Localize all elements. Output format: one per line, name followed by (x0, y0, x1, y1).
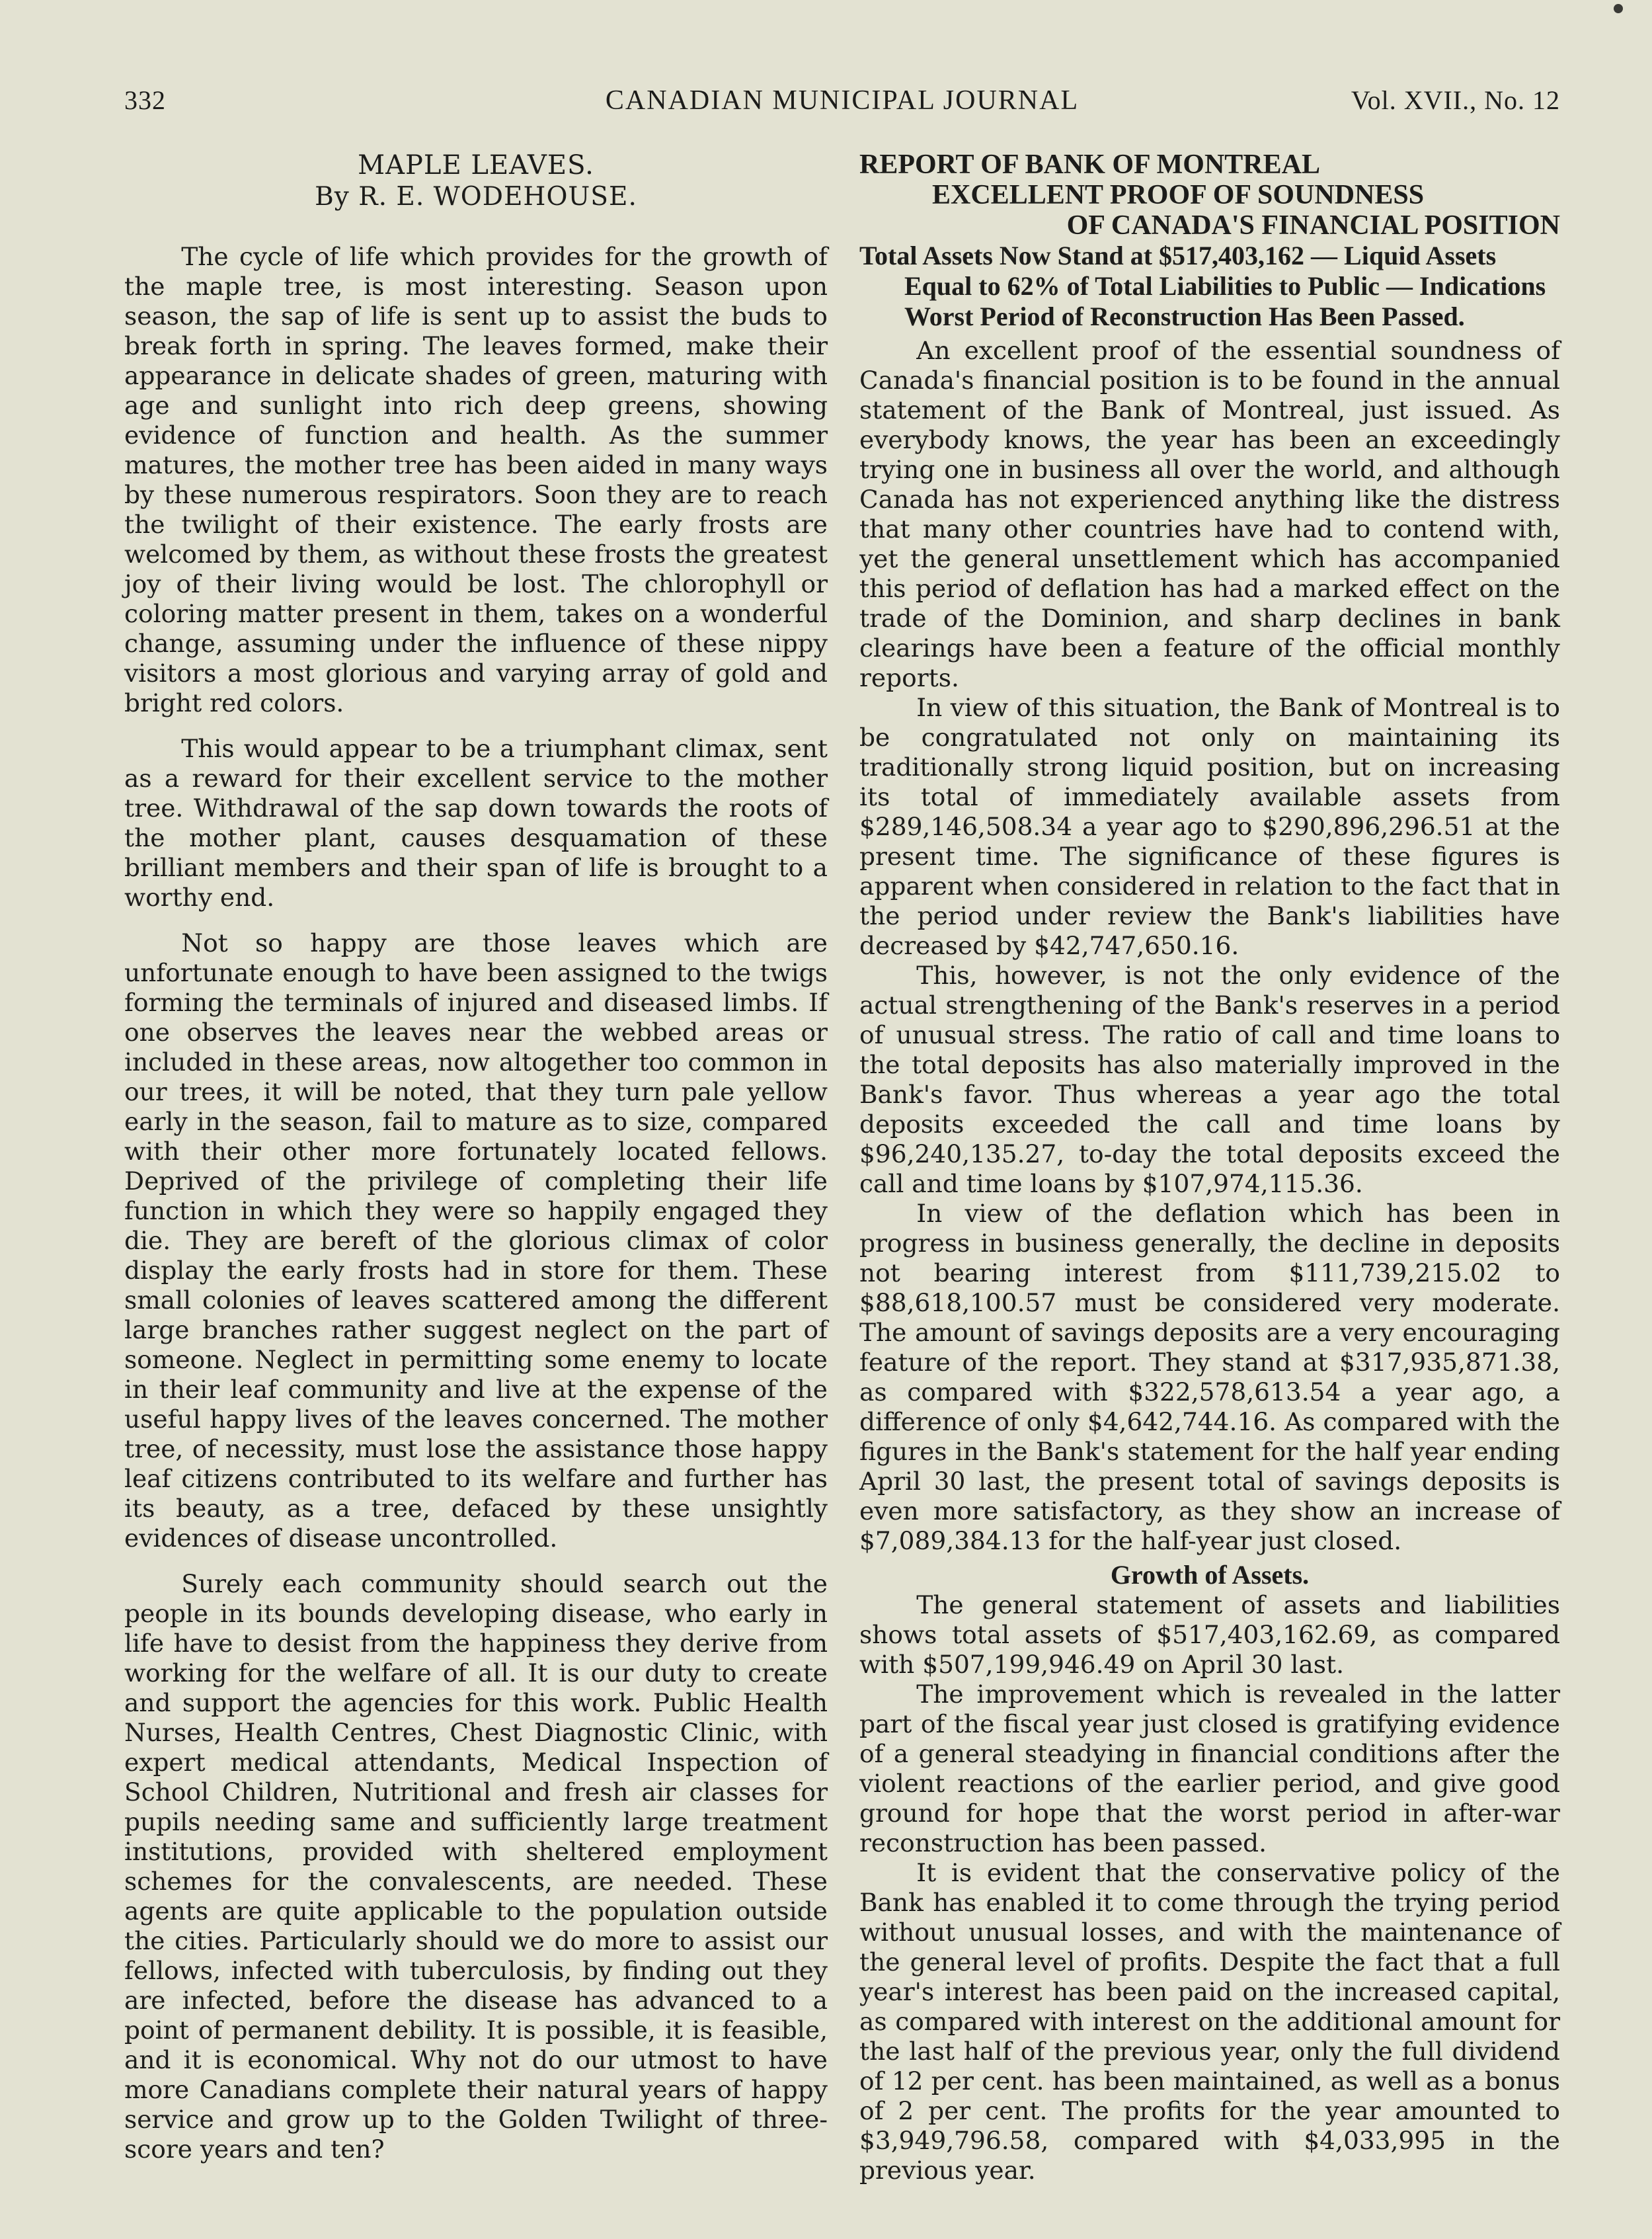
bank-report-article (859, 149, 1560, 2185)
report-headline (859, 149, 1560, 241)
maple-leaves-article (124, 149, 828, 2180)
article-paragraph: In view of this situation, the Bank of Montreal is to be congratulated not only on maintaining its traditionally strong liquid position, but on increasing its total of immediately available assets from $289,146,508.34 a year ago to $290,896,296.51 at the present time. The significance of these figures is apparent when considered in relation to the fact that in the period under review the Bank's liabilities have decreased by $42,747,650.16. (859, 693, 1560, 960)
article-paragraph: The improvement which is revealed in the latter part of the fiscal year just closed is gratifying evidence of a general steadying in financial conditions after the violent reactions of the earlier period, and give good ground for hope that the worst period in after-war reconstruction has been passed. (859, 1680, 1560, 1857)
section-subhead: Growth of Assets. (1110, 1560, 1310, 1590)
page-number: 332 (124, 85, 166, 115)
headline-line-2: EXCELLENT PROOF OF SOUNDNESS (932, 180, 1425, 210)
article-paragraph: An excellent proof of the essential soundness of Canada's financial position is to be found in the annual statement of the Bank of Montreal, just issued. As everybody knows, the year has been an exceedingly trying one in business all over the world, and although Canada has not experienced anything like the distress that many other countries have had to contend with, yet the general unsettlement which has accompanied this period of deflation has had a marked effect on the trade of the Dominion, and sharp declines in bank clearings have been a feature of the official monthly reports. (859, 336, 1560, 692)
article-paragraph: The cycle of life which provides for the growth of the maple tree, is most interesting. Season upon season, the sap of life is sent up to assist the buds to break forth in spring. The leaves formed, make their appearance in delicate shades of green, maturing with age and sunlight into rich deep greens, showing evidence of function and health. As the summer matures, the mother tree has been aided in many ways by these numerous respirators. Soon they are to reach the twilight of their existence. The early frosts are welcomed by them, as without these frosts the greatest joy of their living would be lost. The chlorophyll or coloring matter present in them, takes on a wonderful change, assuming under the influence of these nippy visitors a most glorious and varying array of gold and bright red colors. (124, 242, 828, 717)
article-paragraph: This would appear to be a triumphant climax, sent as a reward for their excellent service to the mother tree. Withdrawal of the sap down towards the roots of the mother plant, causes desquamation of these brilliant members and their span of life is brought to a worthy end. (124, 734, 828, 912)
journal-title: CANADIAN MUNICIPAL JOURNAL (605, 85, 1080, 116)
running-header (124, 85, 1560, 122)
print-mark (1614, 4, 1623, 13)
article-paragraph: The general statement of assets and liabilities shows total assets of $517,403,162.69, as compared with $507,199,946.49 on April 30 last. (859, 1590, 1560, 1679)
headline-line-3: OF CANADA'S FINANCIAL POSITION (1066, 210, 1560, 241)
article-paragraph: Surely each community should search out the people in its bounds developing disease, who early in life have to desist from the happiness they derive from working for the welfare of all. It is our duty to create and support the agencies for this work. Public Health Nurses, Health Centres, Chest Diagnostic Clinic, with expert medical attendants, Medical Inspection of School Children, Nutritional and fresh air classes for pupils needing same and sufficiently large treatment institutions, provided with sheltered employment schemes for the convalescents, are needed. These agents are quite applicable to the population outside the cities. Particularly should we do more to assist our fellows, infected with tuberculosis, by finding out they are infected, before the disease has advanced to a point of permanent debility. It is possible, it is feasible, and it is economical. Why not do our utmost to have more Canadians complete their natural years of happy service and grow up to the Golden Twilight of three-score years and ten? (124, 1569, 828, 2164)
volume-issue: Vol. XVII., No. 12 (1351, 85, 1560, 115)
article-paragraph: This, however, is not the only evidence of the actual strengthening of the Bank's reserves in a period of unusual stress. The ratio of call and time loans to the total deposits has also materially improved in the Bank's favor. Thus whereas a year ago the total deposits exceeded the call and time loans by $96,240,135.27, to-day the total deposits exceed the call and time loans by $107,974,115.36. (859, 961, 1560, 1198)
article-paragraph: Not so happy are those leaves which are unfortunate enough to have been assigned to the twigs forming the terminals of injured and diseased limbs. If one observes the leaves near the webbed areas or included in these areas, now altogether too common in our trees, it will be noted, that they turn pale yellow early in the season, fail to mature as to size, compared with their other more fortunately located fellows. Deprived of the privilege of completing their life function in which they were so happily engaged they die. They are bereft of the glorious climax of color display the early frosts had in store for them. These small colonies of leaves scattered among the different large branches rather suggest neglect on the part of someone. Neglect in permitting some enemy to locate in their leaf community and live at the expense of the useful happy lives of the leaves concerned. The mother tree, of necessity, must lose the assistance those happy leaf citizens contributed to its welfare and further has its beauty, as a tree, defaced by these unsightly evidences of disease uncontrolled. (124, 928, 828, 1553)
article-byline: By R. E. WODEHOUSE. (315, 182, 637, 212)
article-paragraph: It is evident that the conservative policy of the Bank has enabled it to come through the trying period without unusual losses, and with the maintenance of the general level of profits. Despite the fact that a full year's interest has been paid on the increased capital, as compared with interest on the additional amount for the last half of the previous year, only the full dividend of 12 per cent. has been maintained, as well as a bonus of 2 per cent. The profits for the year amounted to $3,949,796.58, compared with $4,033,995 in the previous year. (859, 1858, 1560, 2185)
report-deck: Total Assets Now Stand at $517,403,162 — Liquid Assets Equal to 62% of Total Liabilities to Public — Indications Worst Period of Reconstruction Has Been Passed. (859, 241, 1546, 331)
headline-line-1: REPORT OF BANK OF MONTREAL (859, 149, 1320, 180)
article-paragraph: In view of the deflation which has been in progress in business generally, the decline in deposits not bearing interest from $111,739,215.02 to $88,618,100.57 must be considered very moderate. The amount of savings deposits are a very encouraging feature of the report. They stand at $317,935,871.38, as compared with $322,578,613.54 a year ago, a difference of only $4,642,744.16. As compared with the figures in the Bank's statement for the half year ending April 30 last, the present total of savings deposits is even more satisfactory, as they show an increase of $7,089,384.13 for the half-year just closed. (859, 1199, 1560, 1555)
article-title: MAPLE LEAVES. (358, 150, 594, 181)
